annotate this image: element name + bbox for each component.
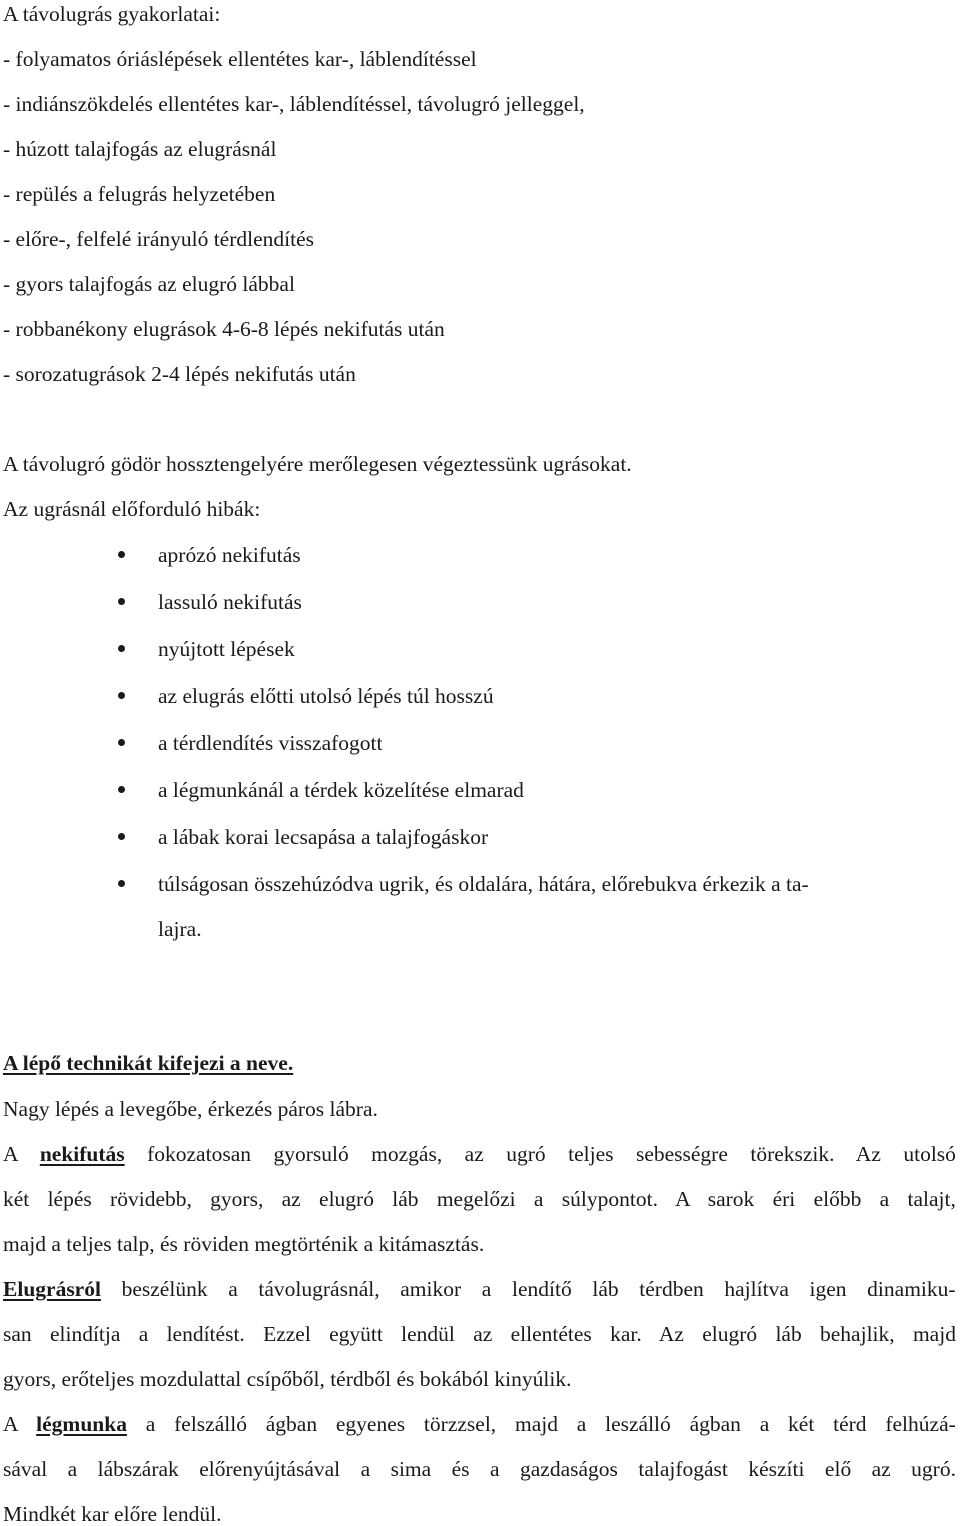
exercise-item: - robbanékony elugrások 4-6-8 lépés nekifutás után: [3, 317, 445, 341]
bullet-icon: [118, 739, 125, 746]
sentence: Nagy lépés a levegőbe, érkezés páros lábra.: [3, 1097, 378, 1121]
term-nekifutas: nekifutás: [39, 1142, 125, 1166]
error-item: a lábak korai lecsapása a talajfogáskor: [158, 825, 489, 849]
exercise-item: - repülés a felugrás helyzetében: [3, 182, 276, 206]
bullet-icon: [118, 645, 125, 652]
bullet-icon: [118, 786, 125, 793]
error-item: lassuló nekifutás: [158, 590, 302, 614]
paragraph-line: sával a lábszárak előrenyújtásával a sima és a gazdaságos talajfogást készíti elő az ugró.: [3, 1457, 956, 1481]
term-elugras: Elugrásról: [3, 1277, 101, 1301]
term-legmunka: légmunka: [36, 1412, 127, 1436]
exercise-item: - húzott talajfogás az elugrásnál: [3, 137, 277, 161]
paragraph-line: két lépés rövidebb, gyors, az elugró láb megelőzi a súlypontot. A sarok éri előbb a talajt,: [3, 1187, 956, 1211]
exercise-item: - gyors talajfogás az elugró lábbal: [3, 272, 295, 296]
bullet-icon: [118, 551, 125, 558]
paragraph-line: majd a teljes talp, és röviden megtörténik a kitámasztás.: [3, 1232, 485, 1256]
paragraph-line: A légmunka a felszálló ágban egyenes törzzsel, majd a leszálló ágban a két térd felhúzá-: [3, 1412, 956, 1436]
error-item: az elugrás előtti utolsó lépés túl hosszú: [158, 684, 494, 708]
exercise-item: - sorozatugrások 2-4 lépés nekifutás után: [3, 362, 356, 386]
intro-title: A távolugrás gyakorlatai:: [3, 2, 221, 26]
errors-title: Az ugrásnál előforduló hibák:: [3, 497, 261, 521]
exercise-item: - előre-, felfelé irányuló térdlendítés: [3, 227, 315, 251]
error-item: aprózó nekifutás: [158, 543, 301, 567]
pit-note: A távolugró gödör hossztengelyére merőlegesen végeztessünk ugrásokat.: [3, 452, 632, 476]
error-item: túlságosan összehúzódva ugrik, és oldalára, hátára, előrebukva érkezik a ta-: [158, 872, 809, 896]
bullet-icon: [118, 692, 125, 699]
bullet-icon: [118, 833, 125, 840]
error-item: a légmunkánál a térdek közelítése elmarad: [158, 778, 524, 802]
section-heading: A lépő technikát kifejezi a neve.: [3, 1051, 294, 1075]
bullet-icon: [118, 880, 125, 887]
error-item: nyújtott lépések: [158, 637, 295, 661]
paragraph-line: san elindítja a lendítést. Ezzel együtt lendül az ellentétes kar. Az elugró láb behajlik, majd: [3, 1322, 956, 1346]
paragraph-line: gyors, erőteljes mozdulattal csípőből, térdből és bokából kinyúlik.: [3, 1367, 572, 1391]
paragraph-line: Mindkét kar előre lendül.: [3, 1502, 222, 1526]
paragraph-line: A nekifutás fokozatosan gyorsuló mozgás, az ugró teljes sebességre törekszik. Az utolsó: [3, 1142, 956, 1166]
error-item-continuation: lajra.: [158, 917, 202, 941]
error-item: a térdlendítés visszafogott: [158, 731, 383, 755]
exercise-item: - indiánszökdelés ellentétes kar-, láblendítéssel, távolugró jelleggel,: [3, 92, 585, 116]
paragraph-line: Elugrásról beszélünk a távolugrásnál, amikor a lendítő láb térdben hajlítva igen dinamiku-: [3, 1277, 956, 1301]
bullet-icon: [118, 598, 125, 605]
exercise-item: - folyamatos óriáslépések ellentétes kar-, láblendítéssel: [3, 47, 477, 71]
